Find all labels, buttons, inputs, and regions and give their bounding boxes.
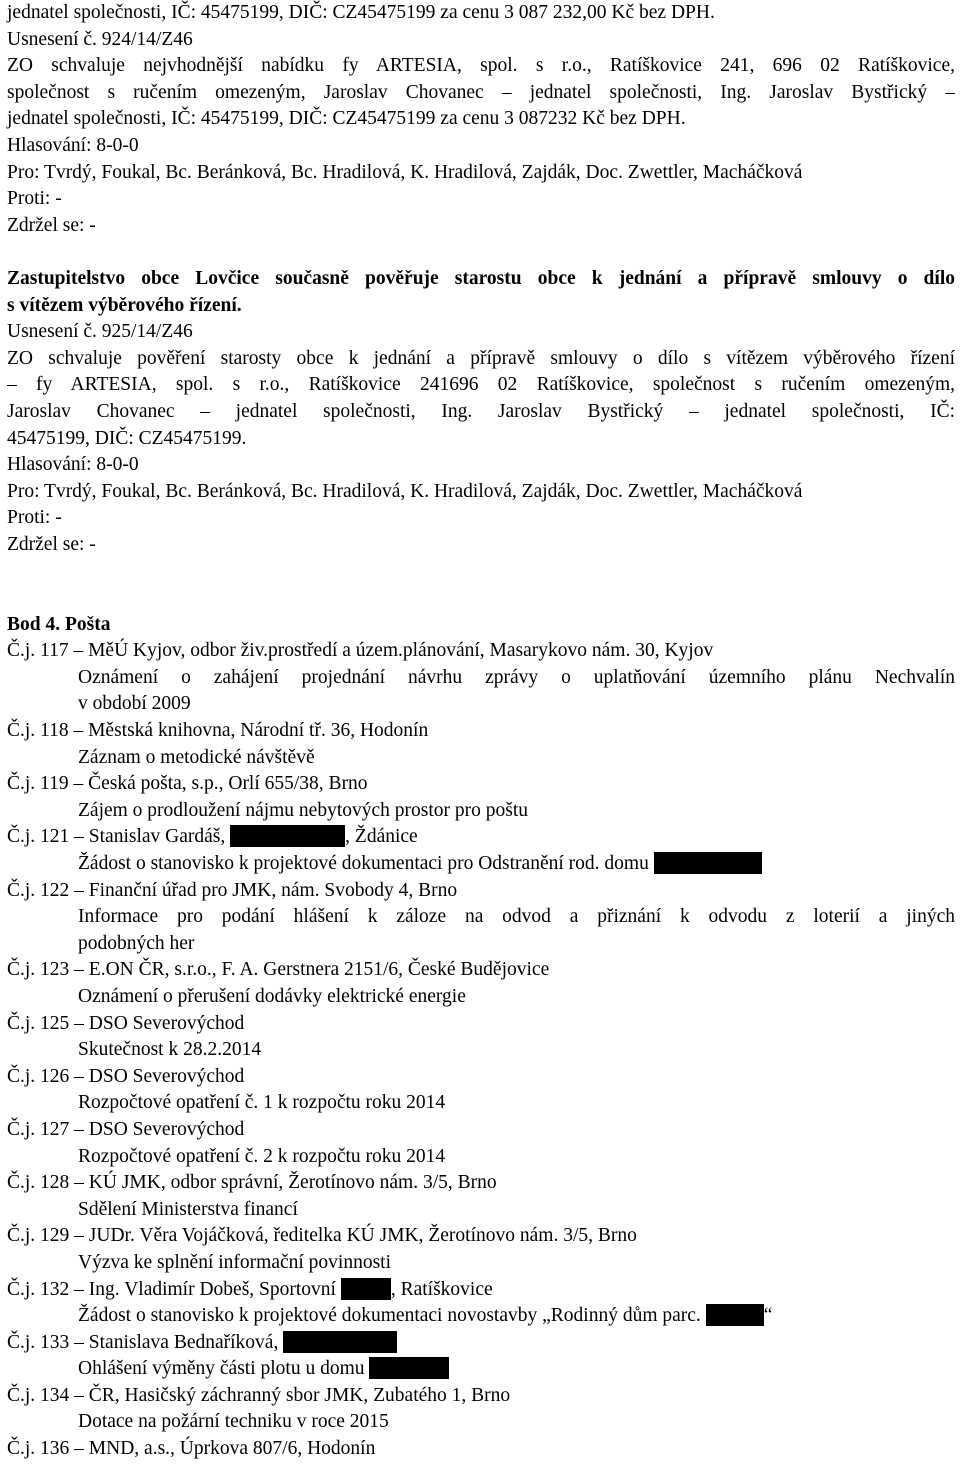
text-line: ZO schvaluje pověření starosty obce k jednání a přípravě smlouvy o dílo s vítězem výběrového řízení [7,347,955,369]
redaction-block [230,825,345,847]
mail-item-desc: Dotace na požární techniku v roce 2015 [78,1411,389,1433]
mail-item-desc: Záznam o metodické návštěvě [78,746,315,768]
bold-statement: s vítězem výběrového řízení. [7,294,242,316]
ref-text: Č.j. 132 – Ing. Vladimír Dobeš, Sportovní [7,1278,341,1300]
text-line: Jaroslav Chovanec – jednatel společnosti, Ing. Jaroslav Bystřický – jednatel společnosti, IČ: [7,400,955,422]
text-line: jednatel společnosti, IČ: 45475199, DIČ: CZ45475199 za cenu 3 087232 Kč bez DPH. [7,108,686,130]
section-heading: Bod 4. Pošta [7,613,111,635]
vote-for: Pro: Tvrdý, Foukal, Bc. Beránková, Bc. Hradilová, K. Hradilová, Zajdák, Doc. Zwettler, Macháčková [7,480,803,502]
mail-item-ref: Č.j. 129 – JUDr. Věra Vojáčková, ředitelka KÚ JMK, Žerotínovo nám. 3/5, Brno [7,1225,637,1247]
mail-item-desc: Zájem o prodloužení nájmu nebytových prostor pro poštu [78,799,529,821]
mail-item-desc: Výzva ke splnění informační povinnosti [78,1251,392,1273]
mail-item-desc [78,1356,955,1383]
mail-item-ref: Č.j. 136 – MND, a.s., Úprkova 807/6, Hodonín [7,1438,376,1460]
mail-item-desc: Oznámení o zahájení projednání návrhu zprávy o uplatňování územního plánu Nechvalín [78,666,955,688]
vote-result: Hlasování: 8-0-0 [7,134,139,156]
mail-item-desc: Sdělení Ministerstva financí [78,1198,298,1220]
ref-text: , Ždánice [345,826,418,848]
mail-item-ref [7,1277,955,1304]
mail-item-ref: Č.j. 134 – ČR, Hasičský záchranný sbor JMK, Zubatého 1, Brno [7,1384,511,1406]
mail-item-desc [78,851,955,878]
redaction-block [654,852,762,874]
mail-item-desc: podobných her [78,932,195,954]
desc-text: Ohlášení výměny části plotu u domu [78,1358,370,1380]
mail-item-ref: Č.j. 128 – KÚ JMK, odbor správní, Žerotínovo nám. 3/5, Brno [7,1172,497,1194]
vote-result: Hlasování: 8-0-0 [7,454,139,476]
mail-item-ref [7,1330,955,1357]
document-page [7,0,955,1463]
vote-for: Pro: Tvrdý, Foukal, Bc. Beránková, Bc. Hradilová, K. Hradilová, Zajdák, Doc. Zwettler, Macháčková [7,161,803,183]
spacer [7,558,955,585]
mail-item-desc [78,1303,955,1330]
mail-item-ref: Č.j. 123 – E.ON ČR, s.r.o., F. A. Gerstnera 2151/6, České Budějovice [7,959,550,981]
resolution-number: Usnesení č. 924/14/Z46 [7,28,193,50]
bold-statement: Zastupitelstvo obce Lovčice současně pověřuje starostu obce k jednání a přípravě smlouvy o dílo [7,267,955,289]
spacer [7,239,955,266]
mail-item-ref: Č.j. 118 – Městská knihovna, Národní tř. 36, Hodonín [7,720,429,742]
ref-text: Č.j. 121 – Stanislav Gardáš, [7,826,231,848]
ref-text: , Ratíškovice [390,1278,493,1300]
mail-item-ref [7,824,955,851]
mail-item-desc: Rozpočtové opatření č. 2 k rozpočtu roku 2014 [78,1145,446,1167]
resolution-number: Usnesení č. 925/14/Z46 [7,321,193,343]
mail-item-ref: Č.j. 119 – Česká pošta, s.p., Orlí 655/38, Brno [7,773,368,795]
vote-against: Proti: - [7,188,62,210]
ref-text: Č.j. 133 – Stanislava Bednaříková, [7,1331,284,1353]
mail-item-desc: Oznámení o přerušení dodávky elektrické energie [78,985,466,1007]
spacer [7,585,955,612]
desc-text: Žádost o stanovisko k projektové dokumentaci pro Odstranění rod. domu [78,853,654,874]
mail-item-desc: Rozpočtové opatření č. 1 k rozpočtu roku 2014 [78,1092,446,1114]
text-line: 45475199, DIČ: CZ45475199. [7,427,247,449]
mail-item-ref: Č.j. 122 – Finanční úřad pro JMK, nám. Svobody 4, Brno [7,879,458,901]
vote-against: Proti: - [7,507,62,529]
redaction-block [369,1357,449,1379]
text-line: ZO schvaluje nejvhodnější nabídku fy ARTESIA, spol. s r.o., Ratíškovice 241, 696 02 Ratíškovice, [7,55,955,77]
redaction-block [341,1278,391,1300]
mail-item-desc: Skutečnost k 28.2.2014 [78,1039,262,1061]
text-line: jednatel společnosti, IČ: 45475199, DIČ: CZ45475199 za cenu 3 087 232,00 Kč bez DPH. [7,2,715,23]
mail-item-ref: Č.j. 127 – DSO Severovýchod [7,1118,245,1140]
vote-abstain: Zdržel se: - [7,533,96,555]
mail-item-ref: Č.j. 125 – DSO Severovýchod [7,1012,245,1034]
mail-item-ref: Č.j. 126 – DSO Severovýchod [7,1065,245,1087]
mail-item-desc: Informace pro podání hlášení k záloze na odvod a přiznání k odvodu z loterií a jiných [78,906,955,928]
desc-text: “ [763,1305,773,1327]
redaction-block [706,1304,764,1326]
vote-abstain: Zdržel se: - [7,214,96,236]
redaction-block [283,1331,397,1353]
text-line: společnost s ručením omezeným, Jaroslav Chovanec – jednatel společnosti, Ing. Jaroslav Bystřický – [7,81,955,103]
text-line: – fy ARTESIA, spol. s r.o., Ratíškovice 241696 02 Ratíškovice, společnost s ručením omezeným, [7,374,955,396]
mail-item-desc: v období 2009 [78,693,191,715]
mail-item-ref: Č.j. 117 – MěÚ Kyjov, odbor živ.prostředí a územ.plánování, Masarykovo nám. 30, Kyjov [7,640,714,662]
desc-text: Žádost o stanovisko k projektové dokumentaci novostavby „Rodinný dům parc. [78,1305,706,1327]
